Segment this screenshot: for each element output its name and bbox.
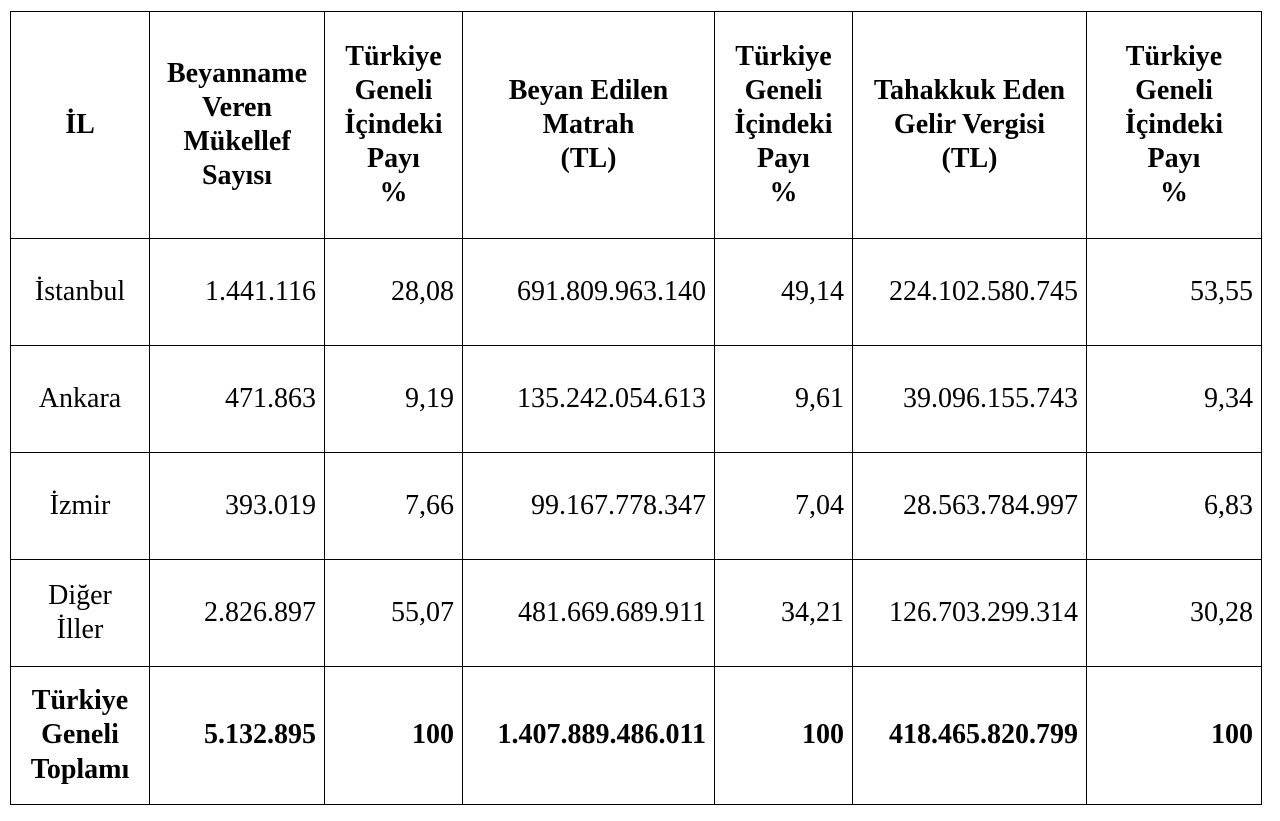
cell-taxpayer-count: 2.826.897: [150, 560, 325, 667]
cell-accrued-tax: 224.102.580.745: [853, 239, 1087, 346]
header-base-share: Türkiye Geneli İçindeki Payı %: [715, 12, 853, 239]
cell-tax-share: 6,83: [1087, 453, 1262, 560]
cell-il: İzmir: [11, 453, 150, 560]
total-row: [11, 667, 1262, 805]
header-il: İL: [11, 12, 150, 239]
cell-declared-base: 691.809.963.140: [463, 239, 715, 346]
cell-accrued-tax: 39.096.155.743: [853, 346, 1087, 453]
header-declared-base: Beyan Edilen Matrah (TL): [463, 12, 715, 239]
cell-taxpayer-share: 9,19: [325, 346, 463, 453]
cell-total-declared-base: 1.407.889.486.011: [463, 667, 715, 805]
cell-tax-share: 53,55: [1087, 239, 1262, 346]
cell-base-share: 9,61: [715, 346, 853, 453]
cell-declared-base: 481.669.689.911: [463, 560, 715, 667]
cell-taxpayer-count: 471.863: [150, 346, 325, 453]
cell-total-taxpayer-share: 100: [325, 667, 463, 805]
table-header-row: [11, 12, 1262, 239]
cell-total-base-share: 100: [715, 667, 853, 805]
header-accrued-tax: Tahakkuk Eden Gelir Vergisi (TL): [853, 12, 1087, 239]
cell-accrued-tax: 126.703.299.314: [853, 560, 1087, 667]
cell-base-share: 34,21: [715, 560, 853, 667]
cell-total-tax-share: 100: [1087, 667, 1262, 805]
header-tax-share: Türkiye Geneli İçindeki Payı %: [1087, 12, 1262, 239]
table-row: [11, 453, 1262, 560]
table-row: [11, 346, 1262, 453]
cell-il: Diğer İller: [11, 560, 150, 667]
cell-base-share: 7,04: [715, 453, 853, 560]
table-row: [11, 239, 1262, 346]
cell-taxpayer-share: 28,08: [325, 239, 463, 346]
cell-base-share: 49,14: [715, 239, 853, 346]
cell-total-label: Türkiye Geneli Toplamı: [11, 667, 150, 805]
cell-taxpayer-count: 393.019: [150, 453, 325, 560]
cell-tax-share: 9,34: [1087, 346, 1262, 453]
cell-taxpayer-share: 55,07: [325, 560, 463, 667]
table-row: [11, 560, 1262, 667]
cell-declared-base: 135.242.054.613: [463, 346, 715, 453]
tax-statistics-table: [10, 11, 1262, 805]
cell-taxpayer-count: 1.441.116: [150, 239, 325, 346]
cell-tax-share: 30,28: [1087, 560, 1262, 667]
cell-total-taxpayer-count: 5.132.895: [150, 667, 325, 805]
cell-declared-base: 99.167.778.347: [463, 453, 715, 560]
cell-total-accrued-tax: 418.465.820.799: [853, 667, 1087, 805]
header-taxpayer-share: Türkiye Geneli İçindeki Payı %: [325, 12, 463, 239]
header-taxpayer-count: Beyanname Veren Mükellef Sayısı: [150, 12, 325, 239]
cell-il: İstanbul: [11, 239, 150, 346]
cell-taxpayer-share: 7,66: [325, 453, 463, 560]
cell-il: Ankara: [11, 346, 150, 453]
cell-accrued-tax: 28.563.784.997: [853, 453, 1087, 560]
